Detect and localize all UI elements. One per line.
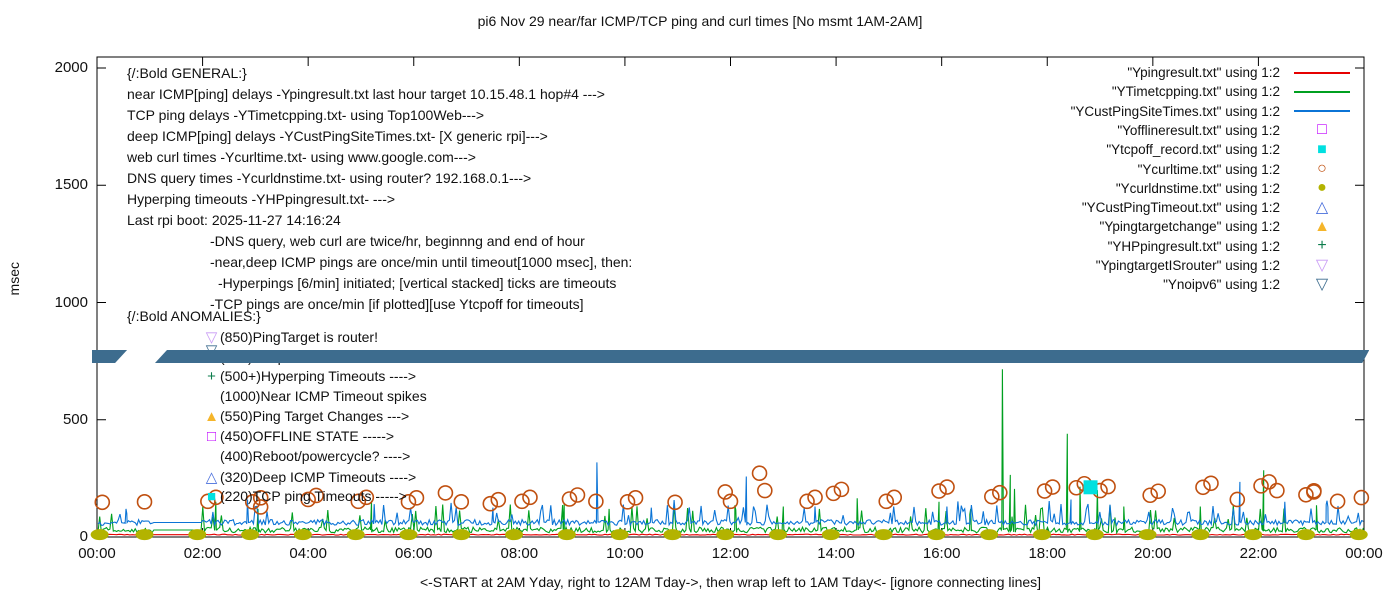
curl-time-point (758, 484, 772, 498)
legend-sample (1280, 142, 1364, 158)
legend-row (960, 198, 1364, 217)
dns-time-point (1139, 529, 1157, 540)
legend-sample (1280, 219, 1364, 235)
dns-time-point (611, 529, 629, 540)
dns-time-point (452, 529, 470, 540)
y-tick-label: 0 (79, 528, 88, 545)
legend-marker-icon: ■ (1317, 140, 1327, 158)
tri-down-violet-icon: ▽ (205, 329, 218, 346)
dns-time-point (663, 529, 681, 540)
curl-time-point (1151, 484, 1165, 498)
anomaly-line-text: (500+)Hyperping Timeouts ----> (220, 368, 417, 384)
x-tick-label: 12:00 (711, 545, 750, 562)
x-tick-label: 02:00 (183, 545, 222, 562)
y-tick-label: 1500 (54, 176, 88, 194)
legend-row (960, 160, 1364, 179)
legend-marker-icon: ● (1317, 179, 1327, 197)
noipv6-timeout-band-main (155, 350, 1369, 363)
legend-row (960, 256, 1364, 275)
dns-time-point (822, 529, 840, 540)
anomaly-line-text: (850)PingTarget is router! (220, 329, 378, 345)
legend-label: "YTimetcpping.txt" using 1:2 (1111, 84, 1280, 100)
legend-row (960, 102, 1364, 121)
dns-time-point (980, 529, 998, 540)
y-axis-label: msec (6, 262, 22, 296)
legend-sample (1280, 238, 1364, 254)
curl-time-point (1354, 491, 1368, 505)
curl-time-point (1196, 480, 1210, 494)
legend-label: "YCustPingTimeout.txt" using 1:2 (1081, 200, 1280, 216)
curl-time-point (1143, 488, 1157, 502)
legend-marker-icon: □ (1317, 121, 1327, 139)
legend-label: "Ynoipv6" using 1:2 (1163, 277, 1280, 293)
dns-time-point (136, 529, 154, 540)
x-tick-label: 20:00 (1134, 545, 1172, 562)
curl-time-point (138, 495, 152, 509)
curl-time-point (454, 495, 468, 509)
legend-sample (1280, 277, 1364, 293)
anomaly-line (203, 328, 378, 346)
anomaly-line-text: (1000)Near ICMP Timeout spikes (220, 388, 427, 404)
legend-sample (1280, 258, 1364, 274)
legend-label: "YpingtargetISrouter" using 1:2 (1095, 258, 1280, 273)
legend-marker-icon: △ (1315, 198, 1329, 216)
legend-line-sample-icon (1294, 72, 1350, 74)
dns-time-point (927, 529, 945, 540)
dns-time-point (1350, 529, 1368, 540)
anomaly-line (127, 308, 261, 324)
legend-label: "Ytcpoff_record.txt" using 1:2 (1106, 142, 1280, 158)
curl-time-point (1101, 480, 1115, 494)
general-line: Hyperping timeouts -YHPpingresult.txt- ---> (127, 191, 396, 207)
legend-sample (1280, 122, 1364, 138)
dns-time-point (558, 529, 576, 540)
curl-time-point (887, 490, 901, 504)
general-line: near ICMP[ping] delays -Ypingresult.txt last hour target 10.15.48.1 hop#4 ---> (127, 86, 605, 102)
anomaly-line (203, 368, 416, 385)
anomaly-line (203, 388, 427, 404)
dns-time-point (1297, 529, 1315, 540)
legend-sample (1280, 72, 1364, 74)
x-tick-label: 00:00 (1345, 545, 1383, 562)
x-tick-label: 08:00 (500, 545, 539, 562)
legend-row (960, 140, 1364, 159)
legend-row (960, 179, 1364, 198)
legend-row (960, 63, 1364, 82)
curl-time-point (515, 494, 529, 508)
tri-up-orange-icon: ▲ (204, 408, 219, 425)
curl-time-point (993, 486, 1007, 500)
curl-time-point (1069, 481, 1083, 495)
curl-time-point (621, 495, 635, 509)
curl-time-point (834, 482, 848, 496)
curl-time-point (879, 494, 893, 508)
x-tick-label: 04:00 (289, 545, 327, 562)
general-line: -DNS query, web curl are twice/hr, beginnng and end of hour (210, 233, 585, 249)
dns-time-point (769, 529, 787, 540)
anomaly-line-text: (220)TCP ping Timeouts -----> (220, 488, 407, 504)
curl-time-point (491, 493, 505, 507)
legend-sample (1280, 161, 1364, 177)
dns-time-point (399, 529, 417, 540)
anomaly-line-text: {/:Bold ANOMALIES:} (127, 308, 261, 324)
curl-time-point (1307, 485, 1321, 499)
curl-time-point (1038, 484, 1052, 498)
legend-label: "Ypingresult.txt" using 1:2 (1127, 65, 1280, 80)
legend-marker-icon: ▽ (1315, 275, 1329, 293)
legend-sample (1280, 180, 1364, 196)
curl-time-point (523, 490, 537, 504)
dns-time-point (91, 529, 109, 540)
curl-time-point (985, 490, 999, 504)
square-magenta-icon: □ (206, 428, 217, 445)
curl-time-point (589, 494, 603, 508)
y-tick-label: 2000 (54, 59, 88, 76)
x-tick-label: 18:00 (1028, 545, 1067, 562)
dns-time-point (1244, 529, 1262, 540)
dns-time-point (1086, 529, 1104, 540)
dns-time-point (1191, 529, 1209, 540)
anomaly-line-text: (400)Reboot/powercycle? ----> (220, 448, 411, 464)
legend-label: "Ycurltime.txt" using 1:2 (1137, 161, 1280, 177)
legend-label: "Ypingtargetchange" using 1:2 (1099, 219, 1280, 235)
general-line: -TCP pings are once/min [if plotted][use Ytcpoff for timeouts] (210, 296, 584, 312)
anomaly-line (203, 428, 394, 445)
anomaly-line (203, 408, 409, 425)
curl-time-point (940, 480, 954, 494)
curl-time-point (1046, 480, 1060, 494)
legend-row (960, 275, 1364, 294)
x-tick-label: 16:00 (922, 545, 961, 562)
legend-line-sample-icon (1294, 91, 1350, 93)
curl-time-point (1230, 492, 1244, 506)
legend-marker-icon: ▽ (1315, 256, 1329, 274)
square-cyan-icon: ■ (206, 488, 217, 505)
general-line: -Hyperpings [6/min] initiated; [vertical stacked] ticks are timeouts (218, 275, 617, 291)
curl-time-point (483, 497, 497, 511)
curl-time-point (1254, 479, 1268, 493)
curl-time-point (800, 494, 814, 508)
general-line: {/:Bold GENERAL:} (127, 65, 247, 81)
anomaly-line (203, 468, 416, 486)
curl-time-point (826, 486, 840, 500)
general-line: deep ICMP[ping] delays -YCustPingSiteTimes.txt- [X generic rpi]---> (127, 128, 548, 144)
y-tick-label: 500 (62, 410, 88, 428)
curl-time-point (562, 492, 576, 506)
curl-time-point (438, 486, 452, 500)
dns-time-point (294, 529, 312, 540)
legend-label: "YHPpingresult.txt" using 1:2 (1107, 238, 1280, 254)
anomaly-line-text: (550)Ping Target Changes ---> (220, 408, 410, 424)
curl-time-point (570, 488, 584, 502)
x-tick-label: 06:00 (394, 545, 433, 562)
general-line: Last rpi boot: 2025-11-27 14:16:24 (127, 212, 341, 228)
curl-time-point (808, 490, 822, 504)
legend-marker-icon: ○ (1317, 160, 1327, 177)
legend-row (960, 217, 1364, 236)
curl-time-point (932, 484, 946, 498)
x-tick-label: 10:00 (606, 545, 644, 562)
legend-label: "YCustPingSiteTimes.txt" using 1:2 (1070, 103, 1280, 119)
legend-row (960, 121, 1364, 140)
curl-time-point (753, 466, 767, 480)
curl-time-point (1270, 484, 1284, 498)
curl-time-point (1299, 488, 1313, 502)
dns-time-point (241, 529, 259, 540)
legend-line-sample-icon (1294, 110, 1350, 112)
anomaly-line (203, 448, 410, 464)
general-line: web curl times -Ycurltime.txt- using www.google.com---> (127, 149, 476, 165)
general-line: DNS query times -Ycurldnstime.txt- using router? 192.168.0.1---> (127, 170, 532, 186)
legend-label: "Ycurldnstime.txt" using 1:2 (1115, 180, 1280, 196)
general-line: -near,deep ICMP pings are once/min until timeout[1000 msec], then: (210, 254, 633, 270)
x-tick-label: 22:00 (1239, 545, 1278, 562)
dns-time-point (1033, 529, 1051, 540)
general-line: TCP ping delays -YTimetcpping.txt- using Top100Web---> (127, 107, 485, 123)
dns-time-point (716, 529, 734, 540)
plus-green-icon: + (207, 368, 216, 385)
dns-time-point (347, 529, 365, 540)
anomaly-line (203, 488, 407, 505)
dns-time-point (505, 529, 523, 540)
curl-time-point (1204, 476, 1218, 490)
legend-marker-icon: ▲ (1314, 217, 1330, 235)
x-axis-label: <-START at 2AM Yday, right to 12AM Tday->, then wrap left to 1AM Tday<- [ignore connecting lines] (419, 574, 1042, 590)
legend-sample (1280, 110, 1364, 112)
chart-title: pi6 Nov 29 near/far ICMP/TCP ping and curl times [No msmt 1AM-2AM] (477, 13, 923, 29)
legend-marker-icon: + (1317, 237, 1327, 255)
y-tick-label: 1000 (54, 293, 88, 311)
legend-row (960, 237, 1364, 256)
anomaly-line-text: (450)OFFLINE STATE -----> (220, 428, 395, 444)
x-tick-label: 00:00 (78, 545, 116, 562)
legend-label: "Yofflineresult.txt" using 1:2 (1117, 122, 1280, 138)
dns-time-point (875, 529, 893, 540)
legend-sample (1280, 91, 1364, 93)
legend-row (960, 82, 1364, 101)
tcp-timeout-point (1084, 480, 1098, 494)
curl-time-point (629, 491, 643, 505)
anomaly-line-text: (320)Deep ICMP Timeouts ----> (220, 469, 417, 485)
curl-time-point (409, 491, 423, 505)
legend-sample (1280, 200, 1364, 216)
x-tick-label: 14:00 (817, 545, 855, 562)
tri-up-blue-icon: △ (205, 469, 218, 486)
dns-time-point (188, 529, 206, 540)
